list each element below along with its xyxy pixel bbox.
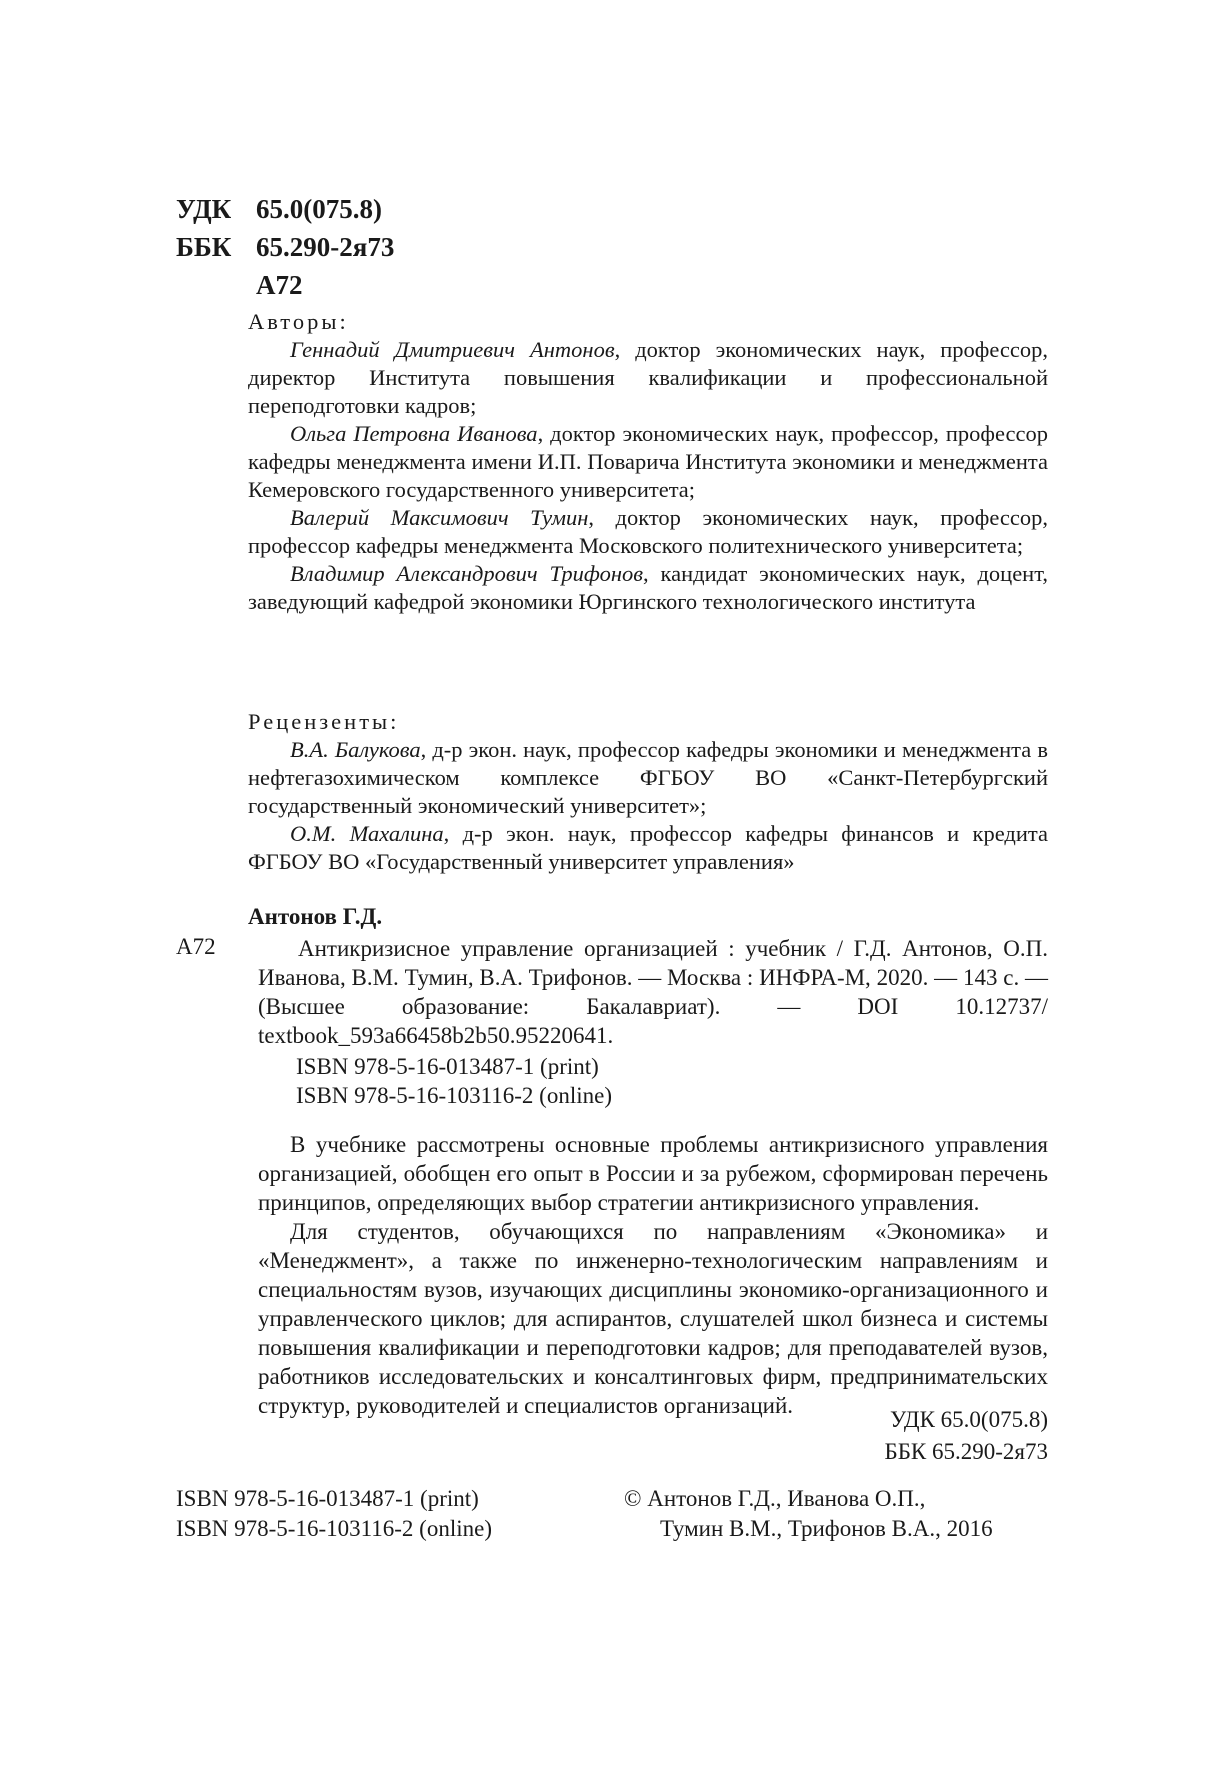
udk-value: 65.0(075.8) xyxy=(256,194,382,224)
classification-codes xyxy=(176,190,394,304)
reviewer-entry xyxy=(248,736,1048,820)
footer-codes xyxy=(700,1404,1048,1468)
author-description: , доктор экономических наук, профессор, профессор кафедры менеджмента имени И.П. Поварича Института экономики и менеджмента Кемеровского государственного университета; xyxy=(248,421,1048,502)
footer-bbk: ББК 65.290-2я73 xyxy=(884,1439,1048,1464)
reviewer-name: О.М. Махалина xyxy=(290,821,444,846)
reviewer-entry xyxy=(248,820,1048,876)
bbk-label: ББК xyxy=(176,232,232,262)
authors-heading: Авторы: xyxy=(248,309,349,334)
author-description: , доктор экономических наук, профессор, профессор кафедры менеджмента Московского политехнического университета; xyxy=(248,505,1048,558)
author-entry xyxy=(248,336,1048,420)
author-entry xyxy=(248,420,1048,504)
author-name: Ольга Петровна Иванова xyxy=(290,421,538,446)
isbn-bottom-print: ISBN 978-5-16-013487-1 (print) xyxy=(176,1486,479,1511)
bbk-value: 65.290-2я73 xyxy=(256,232,395,262)
citation-sign: А72 xyxy=(176,934,216,959)
main-author-heading: Антонов Г.Д. xyxy=(248,904,383,929)
abstract-paragraph-1: В учебнике рассмотрены основные проблемы антикризисного управления организацией, обобщен его опыт в России и за рубежом, сформирован перечень принципов, определяющих выбор стратегии антикризисного управления. xyxy=(258,1132,1048,1215)
authors-section xyxy=(248,308,1048,616)
author-description: , кандидат экономических наук, доцент, заведующий кафедрой экономики Юргинского технологического института xyxy=(248,561,1048,614)
copyright-line-2: Тумин В.М., Трифонов В.А., 2016 xyxy=(660,1516,993,1541)
copyright-line-1: © Антонов Г.Д., Иванова О.П., xyxy=(624,1486,926,1511)
bibliographic-citation: Антикризисное управление организацией : учебник / Г.Д. Антонов, О.П. Иванова, В.М. Тумин, В.А. Трифонов. — Москва : ИНФРА-М, 2020. — 143 с. — (Высшее образование: Бакалавриат). — DOI 10.12737/ textbook_593a66458b2b50.95220641. xyxy=(258,936,1048,1048)
isbn-block xyxy=(296,1052,612,1110)
udk-row xyxy=(176,190,394,228)
author-description: , доктор экономических наук, профессор, директор Института повышения квалификации и профессиональной переподготовки кадров; xyxy=(248,337,1048,418)
isbn-bottom xyxy=(176,1484,492,1544)
author-name: Владимир Александрович Трифонов xyxy=(290,561,644,586)
copyright xyxy=(624,1484,993,1544)
author-name: Валерий Максимович Тумин xyxy=(290,505,589,530)
bbk-row xyxy=(176,228,394,266)
abstract xyxy=(258,1130,1048,1420)
author-entry xyxy=(248,504,1048,560)
author-sign: А72 xyxy=(256,270,303,300)
author-name: Геннадий Дмитриевич Антонов xyxy=(290,337,615,362)
reviewer-name: В.А. Балукова xyxy=(290,737,421,762)
reviewer-description: , д-р экон. наук, профессор кафедры экономики и менеджмента в нефтегазохимическом комплексе ФГБОУ ВО «Санкт-Петербургский государственный экономический университет»; xyxy=(248,737,1048,818)
isbn-online: ISBN 978-5-16-103116-2 (online) xyxy=(296,1083,612,1108)
reviewer-description: , д-р экон. наук, профессор кафедры финансов и кредита ФГБОУ ВО «Государственный университет управления» xyxy=(248,821,1048,874)
isbn-bottom-online: ISBN 978-5-16-103116-2 (online) xyxy=(176,1516,492,1541)
abstract-paragraph-2: Для студентов, обучающихся по направлениям «Экономика» и «Менеджмент», а также по инженерно-технологическим направлениям и специальностям вузов, изучающих дисциплины экономико-организационного и управленческого циклов; для аспирантов, слушателей школ бизнеса и системы повышения квалификации и переподготовки кадров; для преподавателей вузов, работников исследовательских и консалтинговых фирм, предпринимательских структур, руководителей и специалистов организаций. xyxy=(258,1219,1048,1418)
reviewers-section xyxy=(248,708,1048,876)
isbn-print: ISBN 978-5-16-013487-1 (print) xyxy=(296,1054,599,1079)
reviewers-heading: Рецензенты: xyxy=(248,709,400,734)
udk-label: УДК xyxy=(176,194,232,224)
footer-udk: УДК 65.0(075.8) xyxy=(889,1407,1048,1432)
author-entry xyxy=(248,560,1048,616)
